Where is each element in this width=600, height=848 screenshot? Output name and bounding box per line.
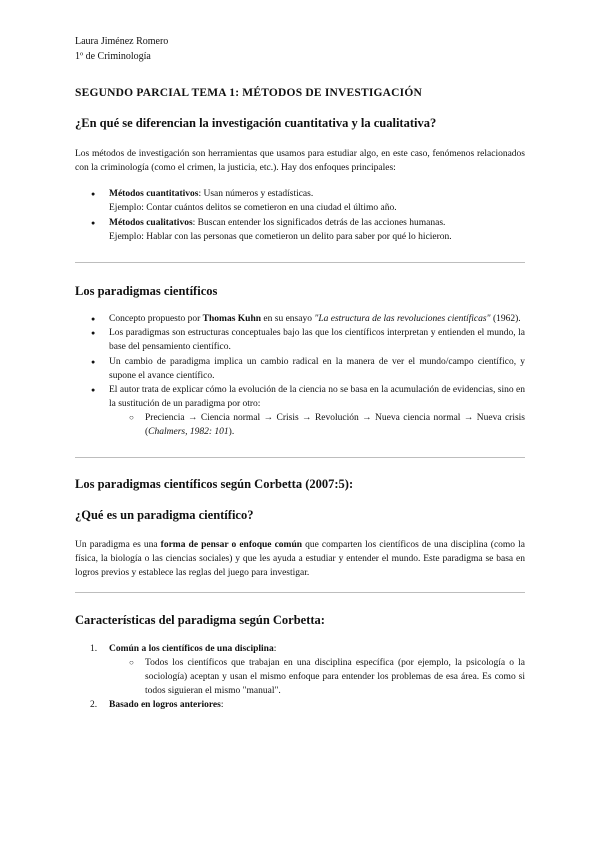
section-heading-methods: ¿En qué se diferencian la investigación cuantitativa y la cualitativa? bbox=[75, 116, 437, 130]
list-item: 2. Basado en logros anteriores: bbox=[90, 700, 224, 710]
list-item: ○ Todos los científicos que trabajan en una disciplina específica (por ejemplo, la psicología o la sociología) aceptan y usan el mismo enfoque para entender los problemas de esa área. Es como si todos siguieran el mismo "manual". bbox=[145, 656, 525, 698]
definition-emphasis: forma de pensar o enfoque común bbox=[160, 540, 303, 550]
section-heading-corbetta: Los paradigmas científicos según Corbetta (2007:5): bbox=[75, 477, 354, 491]
qualitative-example: Ejemplo: Hablar con las personas que cometieron un delito para saber por qué lo hicieron. bbox=[109, 231, 452, 242]
section-heading-paradigms: Los paradigmas científicos bbox=[75, 283, 218, 298]
divider bbox=[75, 262, 525, 263]
subsection-heading-what-is-paradigm: ¿Qué es un paradigma científico? bbox=[75, 508, 254, 522]
author-block bbox=[75, 34, 525, 64]
paradigm-definition: Un paradigma es una forma de pensar o enfoque común que comparten los científicos de una disciplina (como la física, la biología o las ciencias sociales) y que les ayuda a estudiar y entender el mundo. Este paradigma se basa en logros previos y establece las reglas del juego para investigar. bbox=[75, 540, 525, 578]
paradigm-sequence-list bbox=[109, 411, 525, 439]
characteristic-detail-list bbox=[109, 656, 525, 698]
kuhn-name: Thomas Kuhn bbox=[202, 313, 262, 324]
quantitative-label: Métodos cuantitativos bbox=[109, 189, 199, 199]
chalmers-citation: Chalmers, 1982: 101 bbox=[148, 427, 229, 437]
methods-intro: Los métodos de investigación son herramientas que usamos para estudiar algo, en este caso, fenómenos relacionados con la criminología (como el crimen, la justicia, etc.). Hay dos enfoques principales: bbox=[75, 149, 525, 173]
qualitative-label: Métodos cualitativos bbox=[109, 217, 193, 228]
divider bbox=[75, 457, 525, 458]
kuhn-essay-title: "La estructura de las revoluciones científicas" bbox=[314, 313, 491, 324]
divider bbox=[75, 592, 525, 593]
author-course: 1º de Criminología bbox=[75, 51, 151, 62]
list-item: ○ Preciencia → Ciencia normal → Crisis → Revolución → Nueva ciencia normal → Nueva crisis (Chalmers, 1982: 101). bbox=[145, 411, 525, 439]
list-item: ● Un cambio de paradigma implica un cambio radical en la manera de ver el mundo/campo científico, y supone el avance científico. bbox=[109, 355, 525, 383]
list-item: ● El autor trata de explicar cómo la evolución de la ciencia no se basa en la acumulación de evidencias, sino en la sustitución de un paradigma por otro: ○ Preciencia → Ciencia normal → Crisis → Revolución → Nueva ciencia normal → Nueva crisis (Chalmers, 1982: 101). bbox=[109, 383, 525, 439]
document-title: SEGUNDO PARCIAL TEMA 1: MÉTODOS DE INVESTIGACIÓN bbox=[75, 87, 422, 99]
characteristics-list bbox=[75, 642, 525, 712]
list-item: ● Los paradigmas son estructuras conceptuales bajo las que los científicos interpretan y entienden el mundo, la base del pensamiento científico. bbox=[109, 326, 525, 354]
paradigms-list bbox=[75, 312, 525, 440]
list-item: ● Métodos cuantitativos: Usan números y estadísticas. Ejemplo: Contar cuántos delitos se cometieron en una ciudad el último año. bbox=[109, 187, 525, 215]
list-item: ● Concepto propuesto por Thomas Kuhn en su ensayo "La estructura de las revoluciones científicas" (1962). bbox=[109, 312, 525, 326]
list-item: ● Métodos cualitativos: Buscan entender los significados detrás de las acciones humanas. Ejemplo: Hablar con las personas que cometieron un delito para saber por qué lo hicieron. bbox=[109, 216, 525, 244]
document-page bbox=[75, 34, 525, 712]
quantitative-example: Ejemplo: Contar cuántos delitos se cometieron en una ciudad el último año. bbox=[109, 203, 397, 213]
section-heading-characteristics: Características del paradigma según Corbetta: bbox=[75, 613, 325, 627]
author-name: Laura Jiménez Romero bbox=[75, 36, 169, 47]
characteristic-title: Basado en logros anteriores bbox=[109, 700, 221, 710]
methods-list bbox=[75, 187, 525, 244]
list-item: 1. Común a los científicos de una disciplina: ○ Todos los científicos que trabajan en una disciplina específica (por ejemplo, la psicología o la sociología) aceptan y usan el mismo enfoque para entender los problemas de esa área. Es como si todos siguieran el mismo "manual". bbox=[109, 642, 525, 698]
characteristic-title: Común a los científicos de una disciplina bbox=[109, 644, 274, 654]
